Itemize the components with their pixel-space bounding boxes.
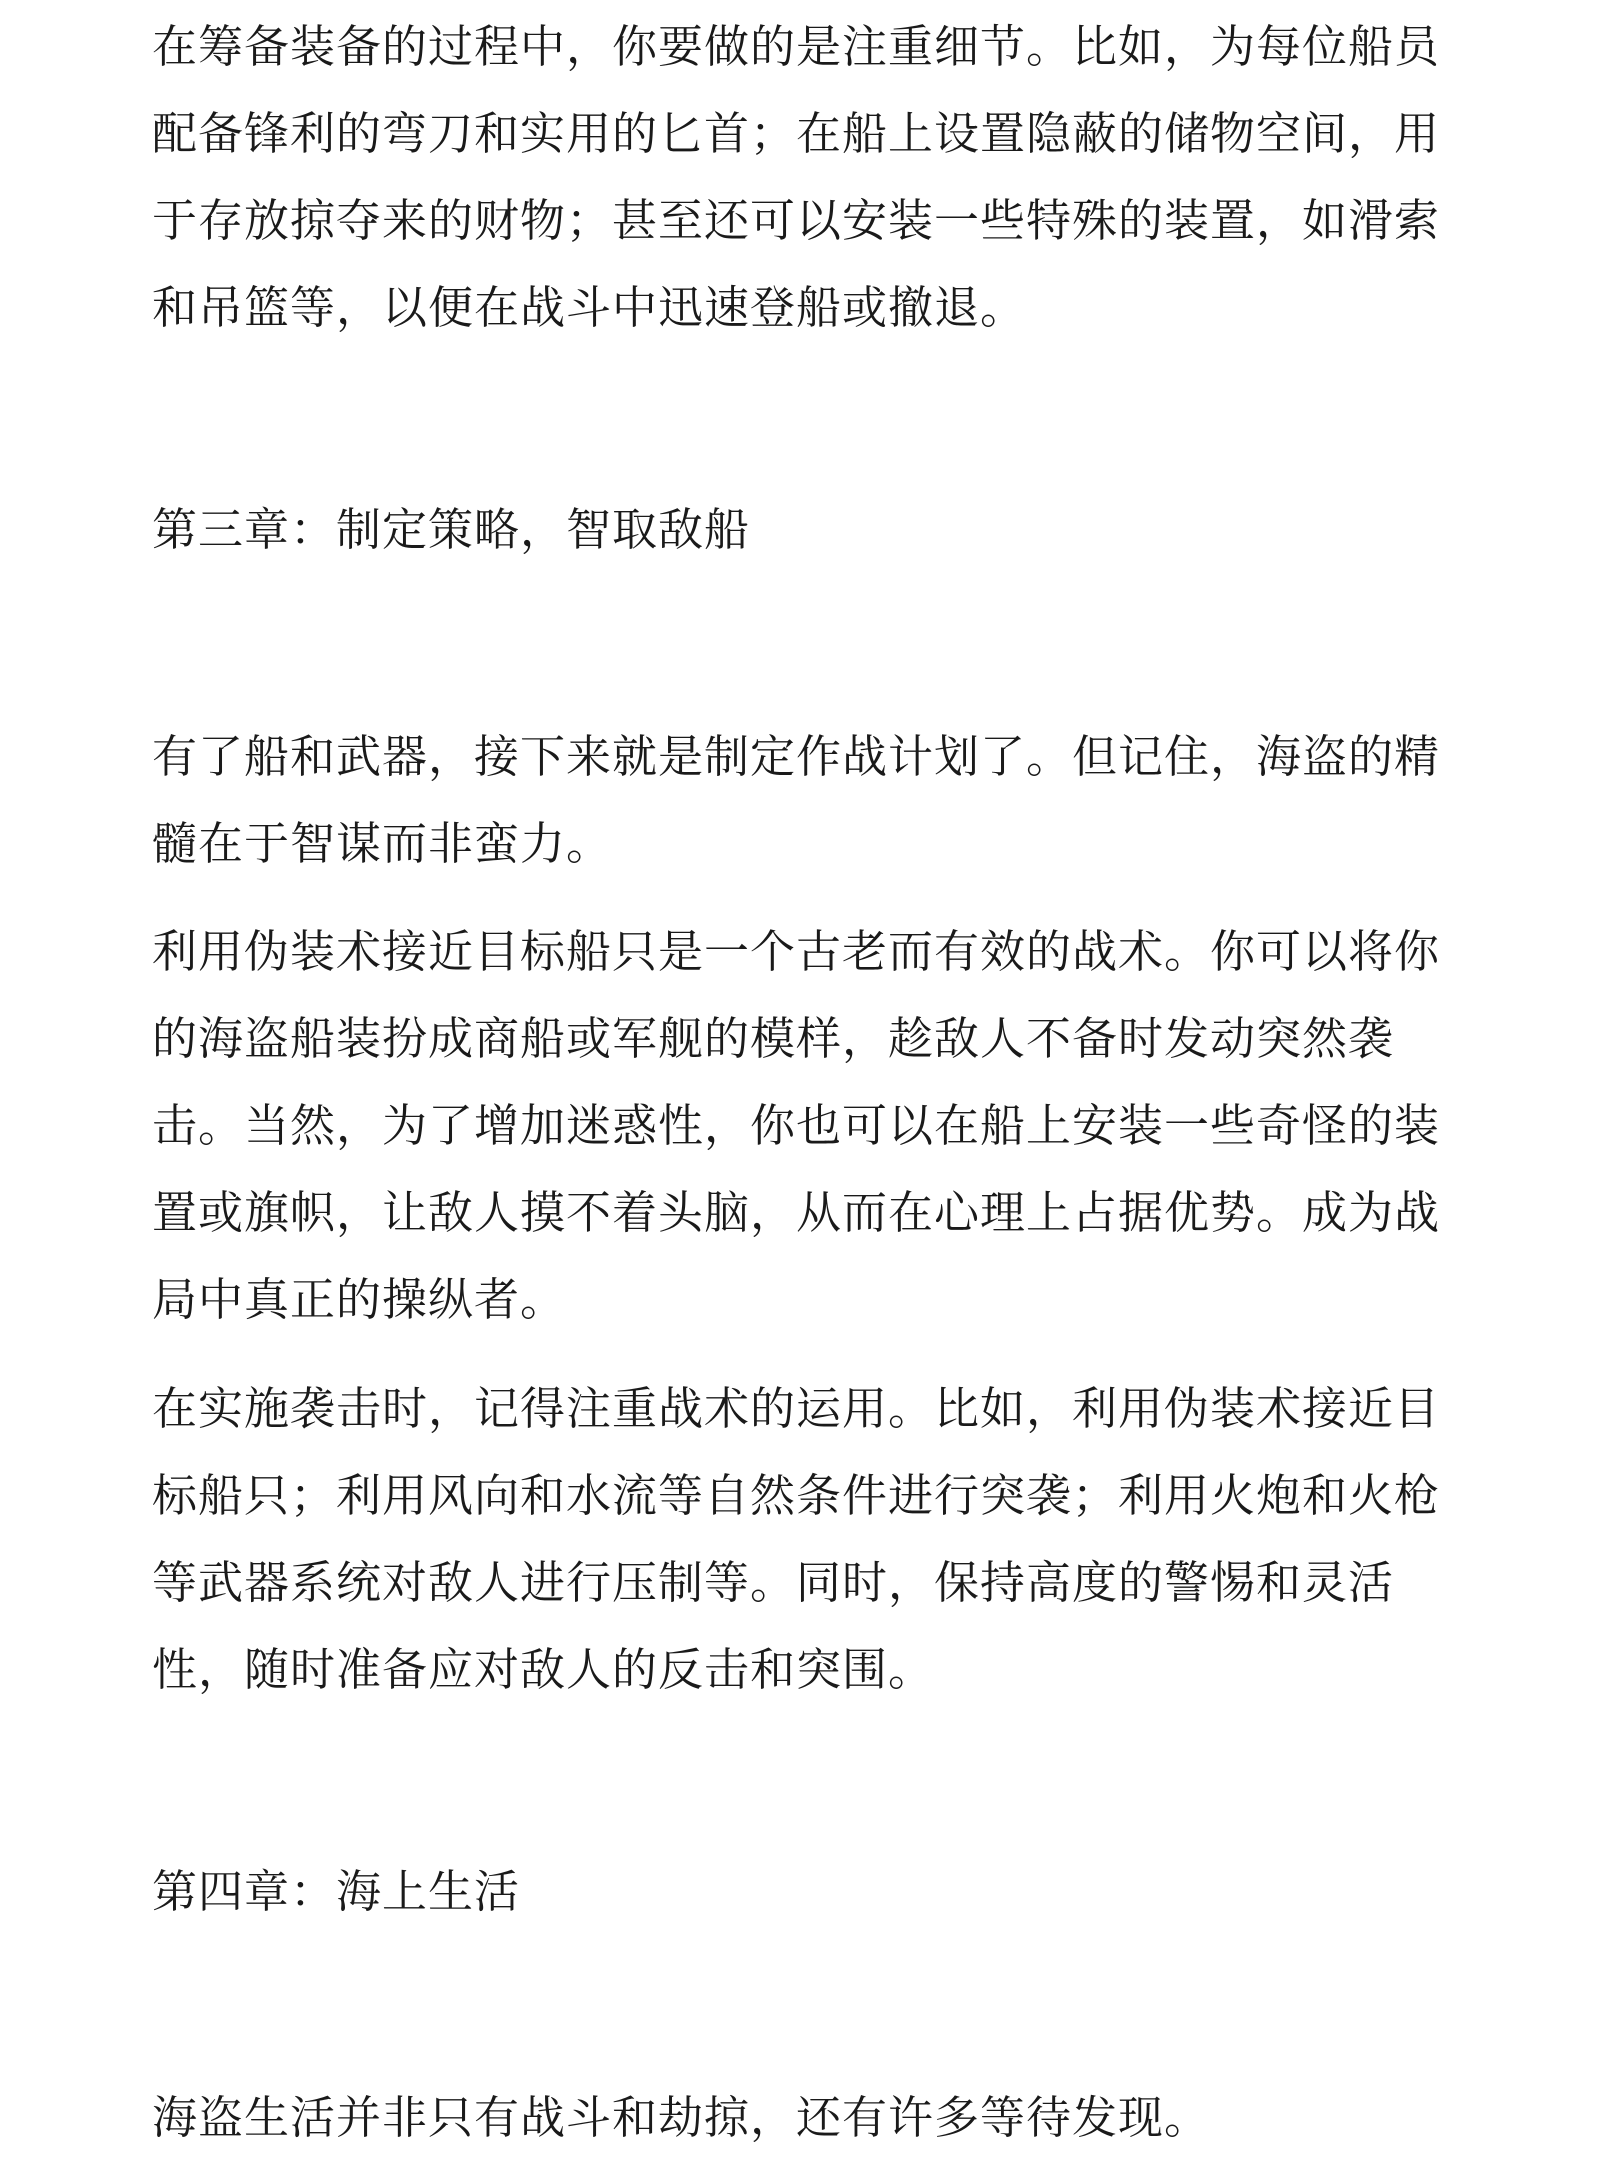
text-line: 于存放掠夺来的财物；甚至还可以安装一些特殊的装置，如滑索 [152,194,1441,247]
text-line: 在筹备装备的过程中，你要做的是注重细节。比如，为每位船员 [152,20,1441,73]
paragraph-disguise-tactics [152,908,1452,1343]
text-line: 等武器系统对敌人进行压制等。同时，保持高度的警惕和灵活 [152,1556,1395,1609]
text-line: 和吊篮等，以便在战斗中迅速登船或撤退。 [152,281,1027,334]
text-line: 配备锋利的弯刀和实用的匕首；在船上设置隐蔽的储物空间，用 [152,107,1441,160]
text-line: 置或旗帜，让敌人摸不着头脑，从而在心理上占据优势。成为战 [152,1186,1441,1239]
text-line: 在实施袭击时，记得注重战术的运用。比如，利用伪装术接近目 [152,1382,1441,1435]
text-line: 有了船和武器，接下来就是制定作战计划了。但记住，海盗的精 [152,730,1441,783]
paragraph-sea-life [152,2074,1452,2161]
text-line: 击。当然，为了增加迷惑性，你也可以在船上安装一些奇怪的装 [152,1099,1441,1152]
paragraph-attack-tactics [152,1365,1452,1713]
chapter-4-title: 第四章：海上生活 [152,1865,521,1918]
text-line: 的海盗船装扮成商船或军舰的模样，趁敌人不备时发动突然袭 [152,1012,1395,1065]
text-line: 标船只；利用风向和水流等自然条件进行突袭；利用火炮和火枪 [152,1469,1441,1522]
text-line: 局中真正的操纵者。 [152,1273,567,1326]
text-line: 海盗生活并非只有战斗和劫掠，还有许多等待发现。 [152,2091,1211,2144]
text-line: 性，随时准备应对敌人的反击和突围。 [152,1643,935,1696]
text-line: 利用伪装术接近目标船只是一个古老而有效的战术。你可以将你 [152,925,1441,978]
paragraph-equipment-details [152,3,1452,351]
chapter-3-title: 第三章：制定策略，智取敌船 [152,503,751,556]
paragraph-battle-plan [152,713,1452,887]
text-line: 髓在于智谋而非蛮力。 [152,817,613,870]
